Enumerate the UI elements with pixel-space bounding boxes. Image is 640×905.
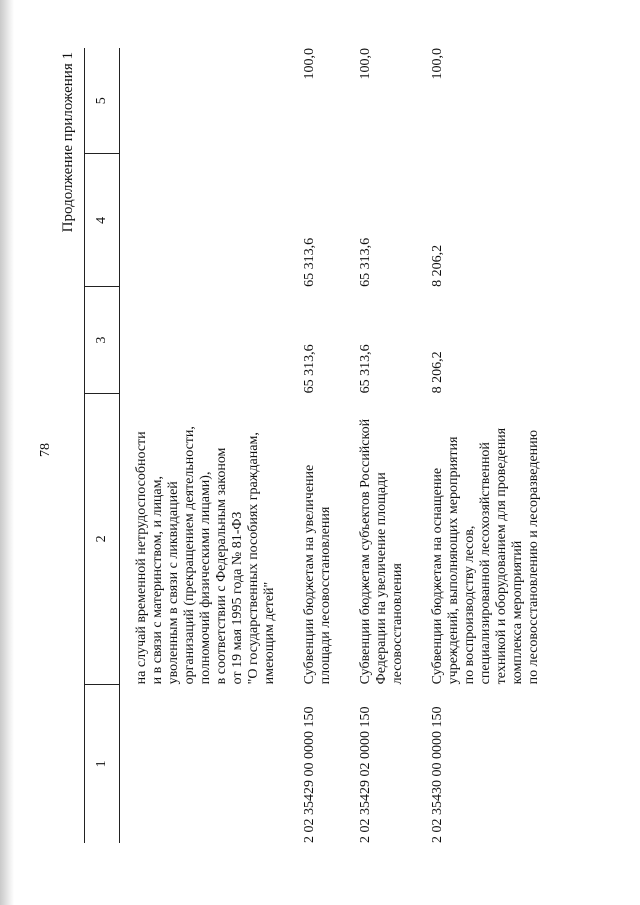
row-name bbox=[344, 393, 416, 684]
row-name-line: площади лесовосстановления bbox=[318, 506, 333, 685]
row-name-line: от 19 мая 1995 года № 81-ФЗ bbox=[230, 511, 245, 685]
row-name bbox=[120, 393, 289, 684]
row-name-line: комплекса мероприятий bbox=[510, 540, 525, 685]
table-body bbox=[120, 48, 553, 843]
row-name bbox=[288, 393, 344, 684]
row-name-line: учреждений, выполняющих мероприятия bbox=[446, 436, 461, 685]
row-name-line: Субвенции бюджетам на увеличение bbox=[302, 464, 317, 685]
header-col-1: 1 bbox=[85, 684, 120, 843]
row-col-3 bbox=[120, 287, 289, 393]
table-row bbox=[416, 48, 552, 843]
row-name-line: Субвенции бюджетам на оснащение bbox=[430, 467, 445, 685]
row-code: 2 02 35430 00 0000 150 bbox=[430, 706, 445, 843]
row-col-3: 65 313,6 bbox=[358, 344, 373, 394]
table-row bbox=[120, 48, 289, 843]
header-col-3: 3 bbox=[85, 287, 120, 393]
row-name-line: полномочий физическими лицами), bbox=[198, 471, 213, 685]
row-code bbox=[120, 684, 289, 843]
header-row bbox=[85, 48, 120, 843]
row-name-line: техникой и оборудованием для проведения bbox=[494, 427, 509, 685]
row-col-5: 100,0 bbox=[430, 48, 445, 80]
row-name-line: по воспроизводству лесов, bbox=[462, 525, 477, 685]
row-name-line: Субвенции бюджетам субъектов Российской bbox=[358, 418, 373, 685]
continuation-label: Продолжение приложения 1 bbox=[60, 52, 76, 233]
header-col-2: 2 bbox=[85, 393, 120, 684]
table-header bbox=[85, 48, 120, 843]
row-col-4 bbox=[120, 154, 289, 287]
row-name-line: имеющим детей" bbox=[262, 581, 277, 685]
row-code: 2 02 35429 02 0000 150 bbox=[358, 706, 373, 843]
row-name-line: по лесовосстановлению и лесоразведению bbox=[526, 429, 541, 685]
row-col-5 bbox=[120, 48, 289, 154]
row-name-line: Федерации на увеличение площади bbox=[374, 472, 389, 685]
row-col-5: 100,0 bbox=[302, 48, 317, 80]
header-col-5: 5 bbox=[85, 48, 120, 154]
row-code: 2 02 35429 00 0000 150 bbox=[302, 706, 317, 843]
row-col-4: 8 206,2 bbox=[430, 244, 445, 287]
table-row bbox=[344, 48, 416, 843]
table-row bbox=[288, 48, 344, 843]
row-name-line: лесовосстановления bbox=[390, 563, 405, 685]
appendix-table bbox=[84, 48, 552, 843]
row-name-line: в соответствии с Федеральным законом bbox=[214, 447, 229, 685]
row-col-4: 65 313,6 bbox=[302, 237, 317, 287]
row-col-5: 100,0 bbox=[358, 48, 373, 80]
row-name-line: "О государственных пособиях гражданам, bbox=[246, 432, 261, 685]
row-name bbox=[416, 393, 552, 684]
row-name-line: организаций (прекращением деятельности, bbox=[182, 426, 197, 685]
row-name-line: уволенным в связи с ликвидацией bbox=[166, 481, 181, 685]
header-col-4: 4 bbox=[85, 154, 120, 287]
row-name-line: на случай временной нетрудоспособности bbox=[134, 431, 149, 685]
row-name-line: и в связи с материнством, и лицам, bbox=[150, 476, 165, 685]
page-number: 78 bbox=[38, 443, 53, 457]
row-col-4: 65 313,6 bbox=[358, 237, 373, 287]
row-col-3: 65 313,6 bbox=[302, 344, 317, 394]
row-col-3: 8 206,2 bbox=[430, 351, 445, 394]
row-name-line: специализированной лесохозяйственной bbox=[478, 442, 493, 685]
